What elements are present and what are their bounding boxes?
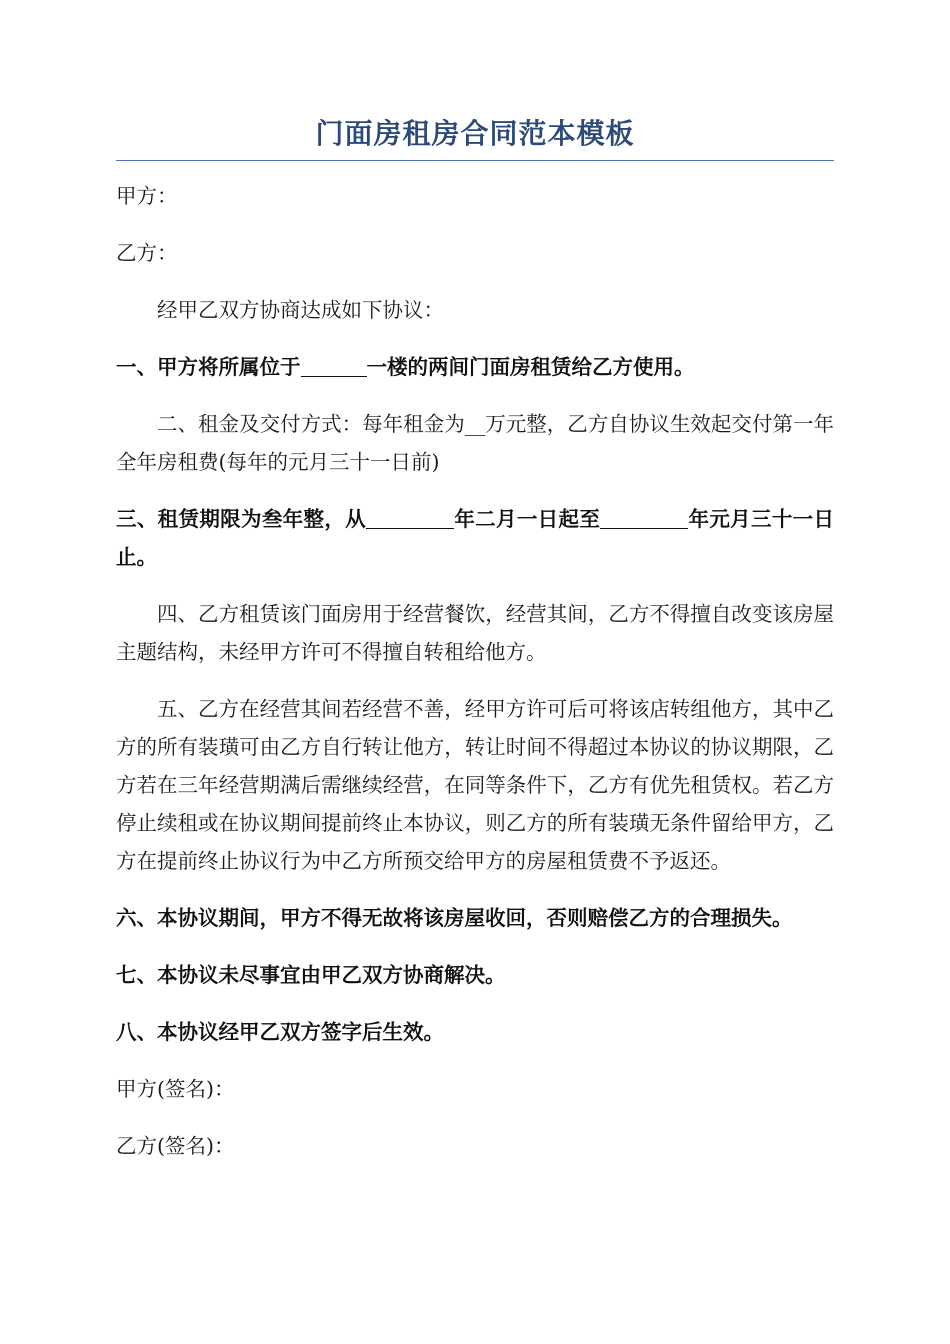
document-title: 门面房租房合同范本模板 [116,112,834,161]
clause-3-part1: 三、租赁期限为叁年整，从 [116,507,366,531]
clause-1-before: 一、甲方将所属位于 [116,355,301,379]
signature-b: 乙方(签名)： [116,1134,235,1158]
clause-7: 七、本协议未尽事宜由甲乙双方协商解决。 [116,963,506,987]
clause-4: 四、乙方租赁该门面房用于经营餐饮，经营其间，乙方不得擅自改变该房屋主题结构，未经甲方许可不得擅自转租给他方。 [116,602,834,664]
clause-1 [116,348,834,386]
clause-3 [116,500,834,576]
clause-6: 六、本协议期间，甲方不得无故将该房屋收回，否则赔偿乙方的合理损失。 [116,906,793,930]
party-a-line: 甲方： [116,184,178,208]
signature-a: 甲方(签名)： [116,1077,235,1101]
clause-8: 八、本协议经甲乙双方签字后生效。 [116,1020,444,1044]
intro-paragraph: 经甲乙双方协商达成如下协议： [157,298,444,322]
clause-2: 二、租金及交付方式：每年租金为__万元整，乙方自协议生效起交付第一年全年房租费(每年的元月三十一日前) [116,412,834,474]
end-year-blank [600,508,688,530]
location-blank [301,356,367,378]
document-page [116,112,834,1184]
party-b-line: 乙方： [116,241,178,265]
clause-5: 五、乙方在经营其间若经营不善，经甲方许可后可将该店转组他方，其中乙方的所有装璜可由乙方自行转让他方，转让时间不得超过本协议的协议期限，乙方若在三年经营期满后需继续经营，在同等条件下，乙方有优先租赁权。若乙方停止续租或在协议期间提前终止本协议，则乙方的所有装璜无条件留给甲方，乙方在提前终止协议行为中乙方所预交给甲方的房屋租赁费不予返还。 [116,697,834,873]
clause-3-part2: 年二月一日起至 [454,507,601,531]
start-year-blank [366,508,454,530]
clause-1-after: 一楼的两间门面房租赁给乙方使用。 [366,355,695,379]
clause-3-part3: 年元月三十一日止。 [116,507,835,569]
